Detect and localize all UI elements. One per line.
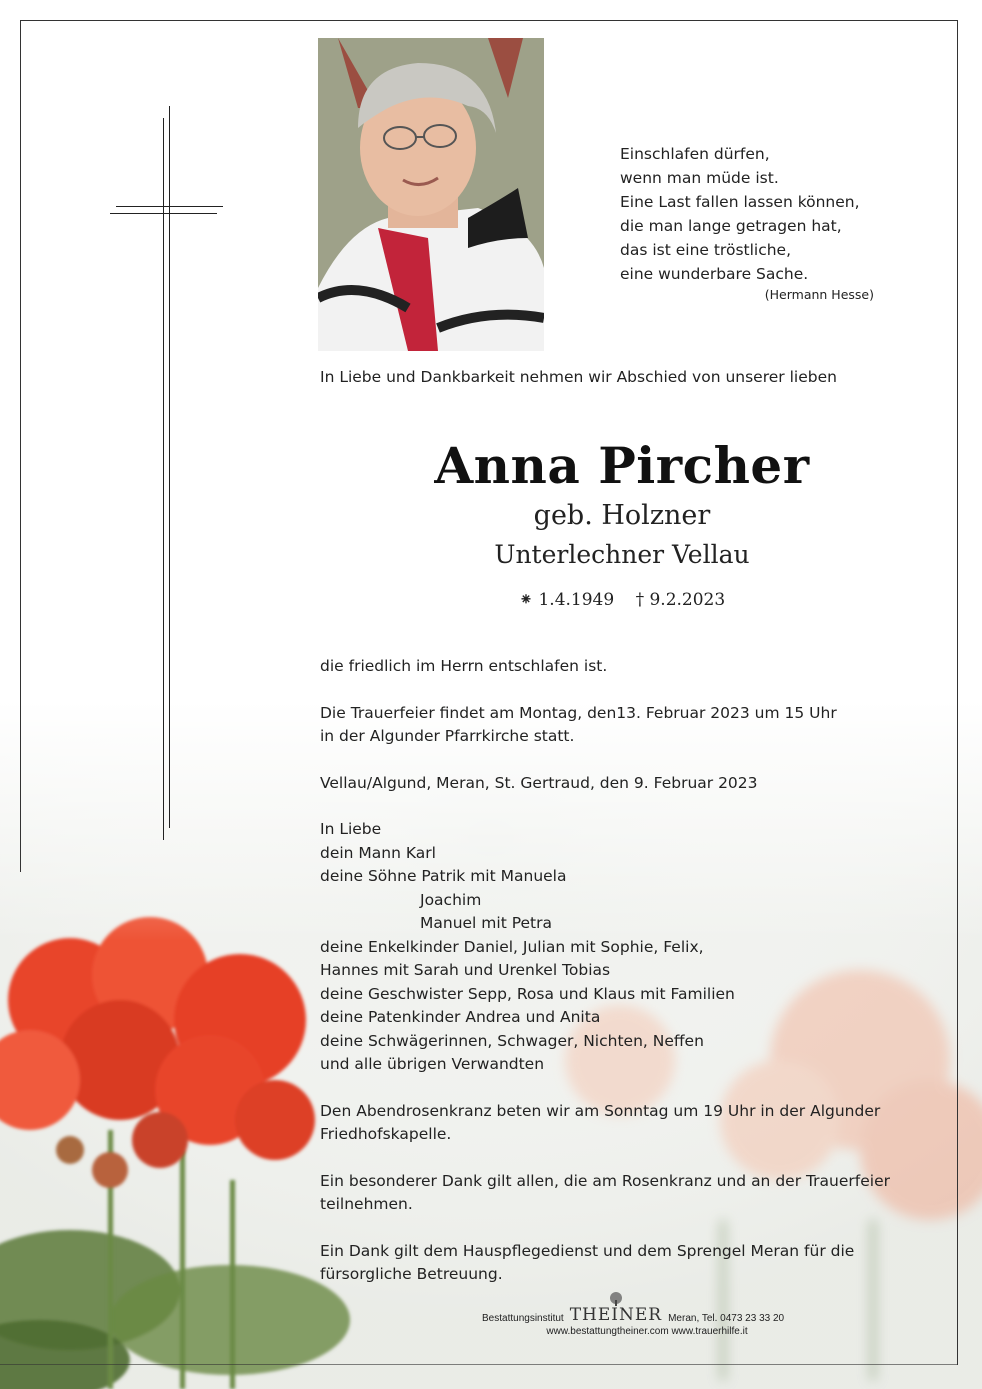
tree-icon — [605, 1292, 627, 1306]
list-item: deine Schwägerinnen, Schwager, Nichten, Neffen — [320, 1031, 704, 1050]
quote-line: das ist eine tröstliche, — [620, 241, 792, 259]
birth-name: geb. Holzner — [533, 500, 711, 531]
contact-info: Meran, Tel. 0473 23 33 20 — [668, 1313, 785, 1324]
text-line: Den Abendrosenkranz beten wir am Sonntag um 19 Uhr in der Algunder — [320, 1101, 881, 1120]
institute-label: Bestattungsinstitut — [482, 1313, 564, 1324]
text-line: Ein Dank gilt dem Hauspflegedienst und dem Sprengel Meran für die — [320, 1241, 855, 1260]
born-date — [519, 590, 614, 610]
cross-icon-horizontal-1 — [116, 206, 223, 207]
text-line: Die Trauerfeier findet am Montag, den13. Februar 2023 um 15 Uhr — [320, 703, 837, 722]
cross-icon: † — [635, 590, 645, 610]
list-item: In Liebe — [320, 820, 382, 838]
list-item: deine Geschwister Sepp, Rosa und Klaus mit Familien — [320, 984, 735, 1003]
frame-top-line — [20, 20, 958, 21]
frame-left-line — [20, 20, 21, 872]
list-item: deine Söhne Patrik mit Manuela — [320, 867, 567, 885]
list-item: Hannes mit Sarah und Urenkel Tobias — [320, 961, 611, 979]
paragraph-place-date: Vellau/Algund, Meran, St. Gertraud, den 9. Februar 2023 — [320, 773, 758, 792]
funeral-home-footer — [482, 1292, 812, 1337]
quote-line: Einschlafen dürfen, — [620, 145, 770, 163]
quote-line: die man lange getragen hat, — [620, 217, 842, 235]
portrait-photo — [318, 38, 544, 351]
died-date — [636, 590, 726, 610]
text-line: fürsorgliche Betreuung. — [320, 1265, 503, 1283]
list-item: deine Patenkinder Andrea und Anita — [320, 1008, 601, 1026]
frame-right-line — [957, 20, 958, 1365]
list-item: und alle übrigen Verwandten — [320, 1055, 545, 1073]
frame-bottom-line — [0, 1364, 958, 1365]
brand-logo — [570, 1292, 662, 1324]
list-item: Joachim — [420, 890, 482, 909]
deceased-name: Anna Pircher — [434, 436, 810, 495]
websites: www.bestattungtheiner.com www.trauerhilfe.it — [546, 1326, 748, 1337]
life-dates — [320, 590, 924, 610]
obituary-body — [320, 655, 930, 1310]
cross-icon-vertical-1 — [163, 118, 164, 840]
mourners-list — [320, 818, 930, 1077]
house-name: Unterlechner Vellau — [494, 540, 750, 569]
footer-row — [482, 1292, 812, 1324]
quote-line: Eine Last fallen lassen können, — [620, 193, 860, 211]
text-line: in der Algunder Pfarrkirche statt. — [320, 727, 575, 745]
hesse-quote — [620, 142, 910, 304]
list-item: Manuel mit Petra — [420, 914, 552, 932]
brand-name: THEINER — [569, 1305, 663, 1325]
list-item: deine Enkelkinder Daniel, Julian mit Sophie, Felix, — [320, 937, 704, 956]
quote-line: wenn man müde ist. — [620, 169, 779, 187]
intro-text: In Liebe und Dankbarkeit nehmen wir Abschied von unserer lieben — [320, 368, 837, 386]
quote-author: (Hermann Hesse) — [764, 287, 874, 302]
paragraph-funeral — [320, 702, 930, 749]
paragraph-rosary — [320, 1100, 930, 1147]
cross-icon-vertical-2 — [169, 106, 170, 828]
died-value: 9.2.2023 — [649, 590, 726, 610]
text-line: Friedhofskapelle. — [320, 1125, 452, 1143]
text-line: teilnehmen. — [320, 1195, 413, 1213]
paragraph-thanks — [320, 1170, 930, 1217]
text-line: Ein besonderer Dank gilt allen, die am Rosenkranz und an der Trauerfeier — [320, 1171, 890, 1190]
quote-line: eine wunderbare Sache. — [620, 265, 809, 283]
paragraph-care-thanks — [320, 1240, 930, 1287]
star-icon: ⁕ — [518, 590, 534, 610]
cross-icon-horizontal-2 — [110, 213, 217, 214]
list-item: dein Mann Karl — [320, 843, 436, 862]
paragraph-passed: die friedlich im Herrn entschlafen ist. — [320, 657, 608, 675]
born-value: 1.4.1949 — [538, 590, 615, 610]
